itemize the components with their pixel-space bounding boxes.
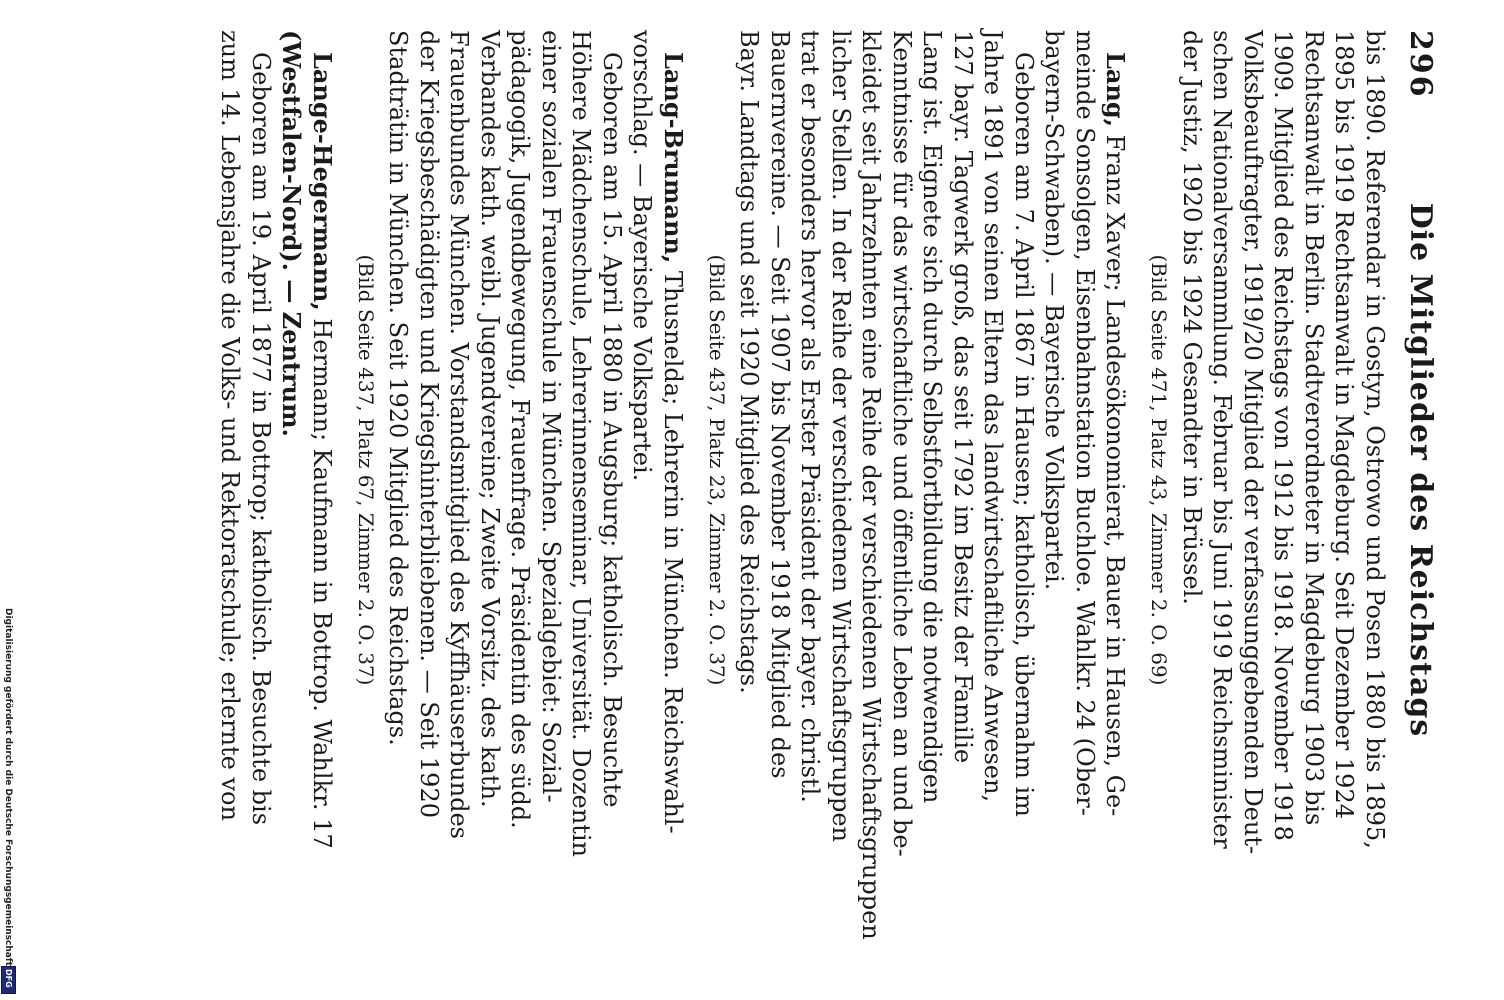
text-line: Geboren am 19. April 1877 in Bottrop; katholisch. Besuchte bis: [247, 52, 275, 826]
member-description: Franz Xaver; Landesökonomierat, Bauer in Hausen, Ge-: [1101, 127, 1130, 817]
text-line: Lang ist. Eignete sich durch Selbstfortbildung die notwendigen: [918, 30, 947, 804]
picture-reference: (Bild Seite 437, Platz 67, Zimmer 2. O. 37): [354, 254, 378, 686]
text-line: schen Nationalversammlung. Februar bis Juni 1919 Reichsminister: [1208, 30, 1237, 849]
member-name: Lange-Hegermann,: [308, 52, 337, 311]
member-description: Hermann; Kaufmann in Bottrop. Wahlkr. 17: [308, 310, 336, 849]
text-line: Verbandes kath. weibl. Jugendvereine; Zweite Vorsitz. des kath.: [476, 30, 504, 808]
entry-lang-brumann: [351, 30, 688, 910]
text-line: bayern-Schwaben). — Bayerische Volkspartei.: [1040, 30, 1069, 591]
page-header: [1402, 30, 1444, 910]
text-line: der Kriegsbeschädigten und Kriegshinterbliebenen. — Seit 1920: [415, 30, 443, 818]
text-line: trat er besonders hervor als Erster Präsident der bayer. christl.: [796, 30, 825, 803]
member-description: Thusnelda; Lehrerin in München. Reichswahl-: [659, 263, 687, 834]
entry-heading-line: [1100, 30, 1131, 910]
text-line: Bauernvereine. — Seit 1907 bis November 1918 Mitglied des: [766, 30, 794, 779]
text-line: vorschlag. — Bayerische Volkspartei.: [628, 30, 657, 482]
digitization-credit: [2, 608, 14, 968]
text-line: Jahre 1891 von seinen Eltern das landwirtschaftliche Anwesen,: [979, 30, 1008, 803]
text-line: Bayr. Landtags und seit 1920 Mitglied des Reichstags.: [735, 30, 764, 694]
text-line: Rechtsanwalt in Berlin. Stadtverordneter in Magdeburg 1903 bis: [1300, 30, 1328, 826]
picture-reference: (Bild Seite 437, Platz 23, Zimmer 2. O. 37): [705, 254, 729, 686]
text-line: zum 14. Lebensjahre die Volks- und Rektoratschule; erlernte von: [216, 30, 245, 821]
text-line: Volksbeauftragter, 1919/20 Mitglied der verfassunggebenden Deut-: [1239, 30, 1267, 855]
text-line: Geboren am 15. April 1880 in Augsburg; katholisch. Besuchte: [598, 52, 626, 808]
text-line: bis 1890. Referendar in Gostyn, Ostrowo und Posen 1880 bis 1895,: [1361, 30, 1389, 849]
entry-heading-line: [658, 30, 689, 910]
text-line: Geboren am 7. April 1867 in Hausen; katholisch, übernahm im: [1010, 52, 1038, 817]
text-line: Höhere Mädchenschule, Lehrerinnenseminar, Universität. Dozentin: [567, 30, 596, 857]
dfg-logo-text: DFG: [4, 969, 13, 988]
running-title: Die Mitglieder des Reichstags: [1403, 202, 1438, 738]
text-line: 1909. Mitglied des Reichstags von 1912 bis 1918. November 1918: [1269, 30, 1298, 841]
member-name: Lang-Brumann,: [659, 52, 688, 264]
entry-heading-line: [307, 30, 338, 910]
member-name: Lang,: [1101, 52, 1131, 128]
page-number: 296: [1403, 30, 1438, 99]
picture-reference: (Bild Seite 471, Platz 43, Zimmer 2. O. 69): [1147, 254, 1172, 686]
text-line: meinde Sonsolgen, Eisenbahnstation Buchloe. Wahlkr. 24 (Ober-: [1071, 30, 1099, 816]
digitization-credit-text: Digitalisierung gefördert durch die Deutsche Forschungsgemeinschaft: [3, 608, 13, 967]
dfg-logo-icon: [1, 966, 16, 994]
text-line: pädagogik, Jugendbewegung, Frauenfrage. Präsidentin des südd.: [506, 30, 535, 829]
text-line: 127 bayr. Tagwerk groß, das seit 1792 im Besitz der Familie: [949, 30, 977, 764]
text-line: Stadträtin in München. Seit 1920 Mitglied des Reichstags.: [384, 30, 413, 746]
text-line: Frauenbundes München. Vorstandsmitglied des Kyffhäuserbundes: [445, 30, 474, 839]
text-line: der Justiz, 1920 bis 1924 Gesandter in Brüssel.: [1178, 30, 1206, 605]
constituency-party-line: (Westfalen-Nord). — Zentrum.: [277, 30, 307, 437]
entry-lang: [702, 30, 1131, 940]
entry-continuation: [1145, 30, 1391, 910]
text-line: 1895 bis 1919 Rechtsanwalt in Magdeburg. Seit Dezember 1924: [1330, 30, 1359, 819]
entry-lange-hegermann: [215, 30, 337, 910]
text-line: einer sozialen Frauenschule in München. Spezialgebiet: Sozial-: [537, 30, 565, 803]
page-content: [215, 30, 1444, 940]
text-line: licher Stellen. In der Reihe der verschiedenen Wirtschaftsgruppen: [827, 30, 855, 842]
text-line: Kenntnisse für das wirtschaftliche und öffentliche Leben an und be-: [888, 30, 916, 857]
text-line: kleidet seit Jahrzehnten eine Reihe der verschiedenen Wirtschaftsgruppen: [857, 30, 886, 940]
